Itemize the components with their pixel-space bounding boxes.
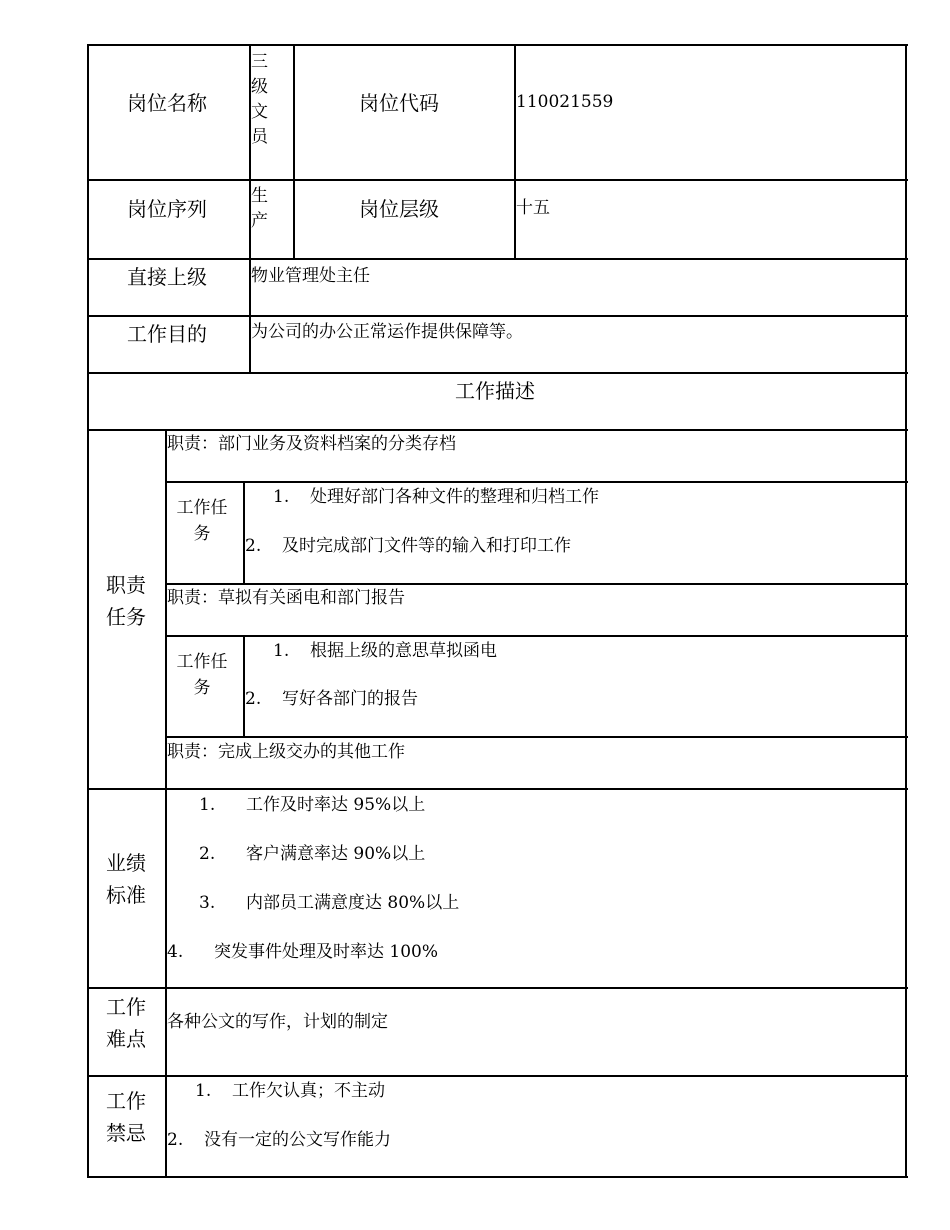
border	[88, 258, 908, 260]
work-description-title: 工作描述	[455, 379, 535, 403]
border	[88, 1075, 908, 1077]
taboo-item-1-text: 工作欠认真；不主动	[232, 1081, 385, 1101]
border	[243, 635, 245, 737]
performance-item-4-num: 4.	[167, 942, 184, 962]
duty-1-task-2-num: 2.	[245, 536, 262, 556]
performance-item-3-text: 内部员工满意度达 80%以上	[246, 893, 460, 913]
difficulty-value: 各种公文的写作，计划的制定	[167, 1012, 388, 1032]
taboo-label: 工作禁忌	[106, 1089, 146, 1145]
border	[88, 315, 908, 317]
border	[165, 429, 167, 1177]
border	[243, 481, 245, 584]
post-code-label: 岗位代码	[359, 91, 439, 115]
performance-item-1-text: 工作及时率达 95%以上	[246, 795, 426, 815]
border	[293, 44, 295, 259]
post-code-value: 110021559	[516, 92, 614, 112]
duty-2-task-2-text: 写好各部门的报告	[282, 689, 418, 709]
performance-item-2-num: 2.	[199, 844, 216, 864]
duty-2-task-1-num: 1.	[273, 641, 290, 661]
duty-2-task-1-text: 根据上级的意思草拟函电	[310, 641, 497, 661]
post-series-label: 岗位序列	[127, 197, 207, 221]
duty-3: 职责：完成上级交办的其他工作	[167, 742, 405, 762]
border	[905, 44, 907, 1178]
duty-1-task-2-text: 及时完成部门文件等的输入和打印工作	[282, 536, 571, 556]
post-level-label: 岗位层级	[359, 197, 439, 221]
duties-label: 职责任务	[106, 573, 146, 629]
taboo-item-2-text: 没有一定的公文写作能力	[204, 1130, 391, 1150]
taboo-item-1-num: 1.	[195, 1081, 212, 1101]
performance-label: 业绩标准	[106, 851, 146, 907]
post-name-value: 三级文员	[251, 52, 268, 147]
taboo-item-2-num: 2.	[167, 1130, 184, 1150]
performance-item-3-num: 3.	[199, 893, 216, 913]
supervisor-value: 物业管理处主任	[251, 266, 370, 286]
border	[88, 44, 908, 46]
purpose-label: 工作目的	[127, 322, 207, 346]
performance-item-2-text: 客户满意率达 90%以上	[246, 844, 426, 864]
duty-1-task-1-num: 1.	[273, 487, 290, 507]
border	[87, 44, 89, 1178]
post-level-value: 十五	[516, 198, 550, 218]
post-name-label: 岗位名称	[127, 91, 207, 115]
post-series-value: 生产	[251, 186, 268, 231]
duty-1: 职责：部门业务及资料档案的分类存档	[167, 434, 456, 454]
border	[165, 583, 908, 585]
duty-2-task-label: 工作任务	[176, 652, 228, 698]
duty-2-task-2-num: 2.	[245, 689, 262, 709]
performance-item-4-text: 突发事件处理及时率达 100%	[214, 942, 439, 962]
border	[165, 736, 908, 738]
border	[88, 372, 908, 374]
border	[514, 44, 516, 259]
border	[165, 481, 908, 483]
border	[88, 429, 908, 431]
duty-1-task-1-text: 处理好部门各种文件的整理和归档工作	[310, 487, 599, 507]
performance-item-1-num: 1.	[199, 795, 216, 815]
duty-1-task-label: 工作任务	[176, 498, 228, 544]
border	[88, 987, 908, 989]
duty-2: 职责：草拟有关函电和部门报告	[167, 588, 405, 608]
border	[88, 1176, 908, 1178]
supervisor-label: 直接上级	[127, 265, 207, 289]
border	[88, 788, 908, 790]
border	[165, 635, 908, 637]
difficulty-label: 工作难点	[106, 995, 146, 1051]
border	[88, 179, 908, 181]
purpose-value: 为公司的办公正常运作提供保障等。	[251, 322, 523, 342]
